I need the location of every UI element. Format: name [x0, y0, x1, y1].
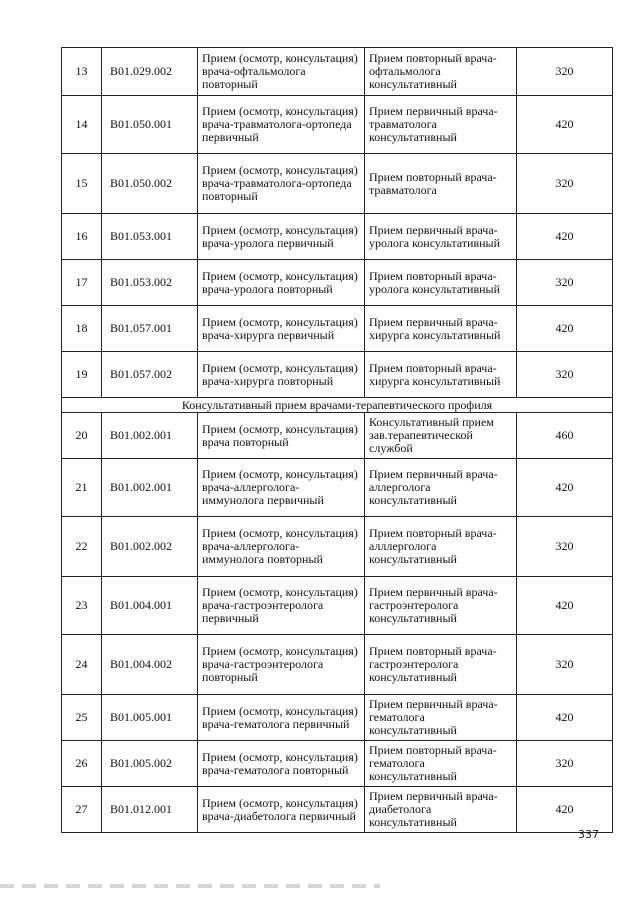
table-row [62, 741, 613, 787]
row-number: 22 [62, 517, 102, 577]
service-name: Прием (осмотр, консультация) врача-диабетолога первичный [198, 787, 365, 833]
row-number: 17 [62, 260, 102, 306]
row-number: 25 [62, 695, 102, 741]
section-title: Консультативный прием врачами-терапевтического профиля [62, 398, 613, 413]
service-price: 320 [517, 260, 613, 306]
service-name: Прием (осмотр, консультация) врача-уролога первичный [198, 214, 365, 260]
service-description: Прием повторный врача-гастроэнтеролога консультативный [365, 635, 517, 695]
row-number: 13 [62, 48, 102, 96]
service-code: B01.004.001 [102, 577, 198, 635]
service-code: B01.002.001 [102, 459, 198, 517]
service-price: 420 [517, 695, 613, 741]
row-number: 16 [62, 214, 102, 260]
service-name: Прием (осмотр, консультация) врача-аллерголога-иммунолога первичный [198, 459, 365, 517]
row-number: 18 [62, 306, 102, 352]
service-price: 420 [517, 577, 613, 635]
service-name: Прием (осмотр, консультация) врача-хирурга первичный [198, 306, 365, 352]
service-description: Прием первичный врача-гематолога консультативный [365, 695, 517, 741]
service-name: Прием (осмотр, консультация) врача-аллерголога-иммунолога повторный [198, 517, 365, 577]
service-name: Прием (осмотр, консультация) врача повторный [198, 413, 365, 459]
service-code: B01.029.002 [102, 48, 198, 96]
service-name: Прием (осмотр, консультация) врача-гастроэнтеролога повторный [198, 635, 365, 695]
service-description: Прием первичный врача-хирурга консультативный [365, 306, 517, 352]
service-price: 420 [517, 459, 613, 517]
service-code: B01.005.002 [102, 741, 198, 787]
row-number: 23 [62, 577, 102, 635]
table-row [62, 577, 613, 635]
service-price: 420 [517, 96, 613, 154]
row-number: 24 [62, 635, 102, 695]
table-row [62, 96, 613, 154]
service-description: Прием повторный врача-алллерголога консультативный [365, 517, 517, 577]
table-row [62, 413, 613, 459]
service-description: Прием первичный врача-диабетолога консультативный [365, 787, 517, 833]
table-row [62, 214, 613, 260]
service-price: 320 [517, 741, 613, 787]
row-number: 15 [62, 154, 102, 214]
table-row [62, 459, 613, 517]
service-price: 320 [517, 352, 613, 398]
service-name: Прием (осмотр, консультация) врача-гематолога повторный [198, 741, 365, 787]
service-name: Прием (осмотр, консультация) врача-офтальмолога повторный [198, 48, 365, 96]
service-description: Прием первичный врача-гастроэнтеролога консультативный [365, 577, 517, 635]
service-name: Прием (осмотр, консультация) врача-травматолога-ортопеда повторный [198, 154, 365, 214]
service-code: B01.002.002 [102, 517, 198, 577]
service-code: B01.005.001 [102, 695, 198, 741]
service-code: B01.004.002 [102, 635, 198, 695]
service-price: 320 [517, 635, 613, 695]
price-table [61, 47, 613, 833]
service-code: B01.057.002 [102, 352, 198, 398]
table-row [62, 352, 613, 398]
scan-edge-artifact [0, 884, 380, 888]
service-description: Прием первичный врача-травматолога консультативный [365, 96, 517, 154]
service-price: 420 [517, 214, 613, 260]
service-code: B01.057.001 [102, 306, 198, 352]
service-name: Прием (осмотр, консультация) врача-хирурга повторный [198, 352, 365, 398]
service-price: 460 [517, 413, 613, 459]
service-price: 320 [517, 48, 613, 96]
service-code: B01.053.002 [102, 260, 198, 306]
service-name: Прием (осмотр, консультация) врача-травматолога-ортопеда первичный [198, 96, 365, 154]
row-number: 14 [62, 96, 102, 154]
service-price: 320 [517, 154, 613, 214]
row-number: 26 [62, 741, 102, 787]
service-description: Прием повторный врача-гематолога консультативный [365, 741, 517, 787]
table-row [62, 260, 613, 306]
service-price: 320 [517, 517, 613, 577]
service-price: 420 [517, 787, 613, 833]
service-price: 420 [517, 306, 613, 352]
service-description: Прием повторный врача-травматолога [365, 154, 517, 214]
service-description: Консультативный прием зав.терапевтической службой [365, 413, 517, 459]
service-description: Прием повторный врача-уролога консультативный [365, 260, 517, 306]
table-body [62, 48, 613, 833]
service-code: B01.050.001 [102, 96, 198, 154]
table-row [62, 48, 613, 96]
service-code: B01.002.001 [102, 413, 198, 459]
section-row [62, 398, 613, 413]
row-number: 21 [62, 459, 102, 517]
row-number: 20 [62, 413, 102, 459]
service-description: Прием повторный врача-офтальмолога консультативный [365, 48, 517, 96]
service-name: Прием (осмотр, консультация) врача-уролога повторный [198, 260, 365, 306]
service-code: B01.053.001 [102, 214, 198, 260]
page-number: 337 [578, 828, 599, 841]
service-code: B01.012.001 [102, 787, 198, 833]
row-number: 27 [62, 787, 102, 833]
table-row [62, 517, 613, 577]
table-row [62, 306, 613, 352]
table-row [62, 787, 613, 833]
service-name: Прием (осмотр, консультация) врача-гастроэнтеролога первичный [198, 577, 365, 635]
table-row [62, 695, 613, 741]
service-description: Прием повторный врача-хирурга консультативный [365, 352, 517, 398]
service-description: Прием первичный врача-уролога консультативный [365, 214, 517, 260]
service-description: Прием первичный врача-аллерголога консультативный [365, 459, 517, 517]
table-row [62, 635, 613, 695]
service-code: B01.050.002 [102, 154, 198, 214]
service-name: Прием (осмотр, консультация) врача-гематолога первичный [198, 695, 365, 741]
table-row [62, 154, 613, 214]
row-number: 19 [62, 352, 102, 398]
